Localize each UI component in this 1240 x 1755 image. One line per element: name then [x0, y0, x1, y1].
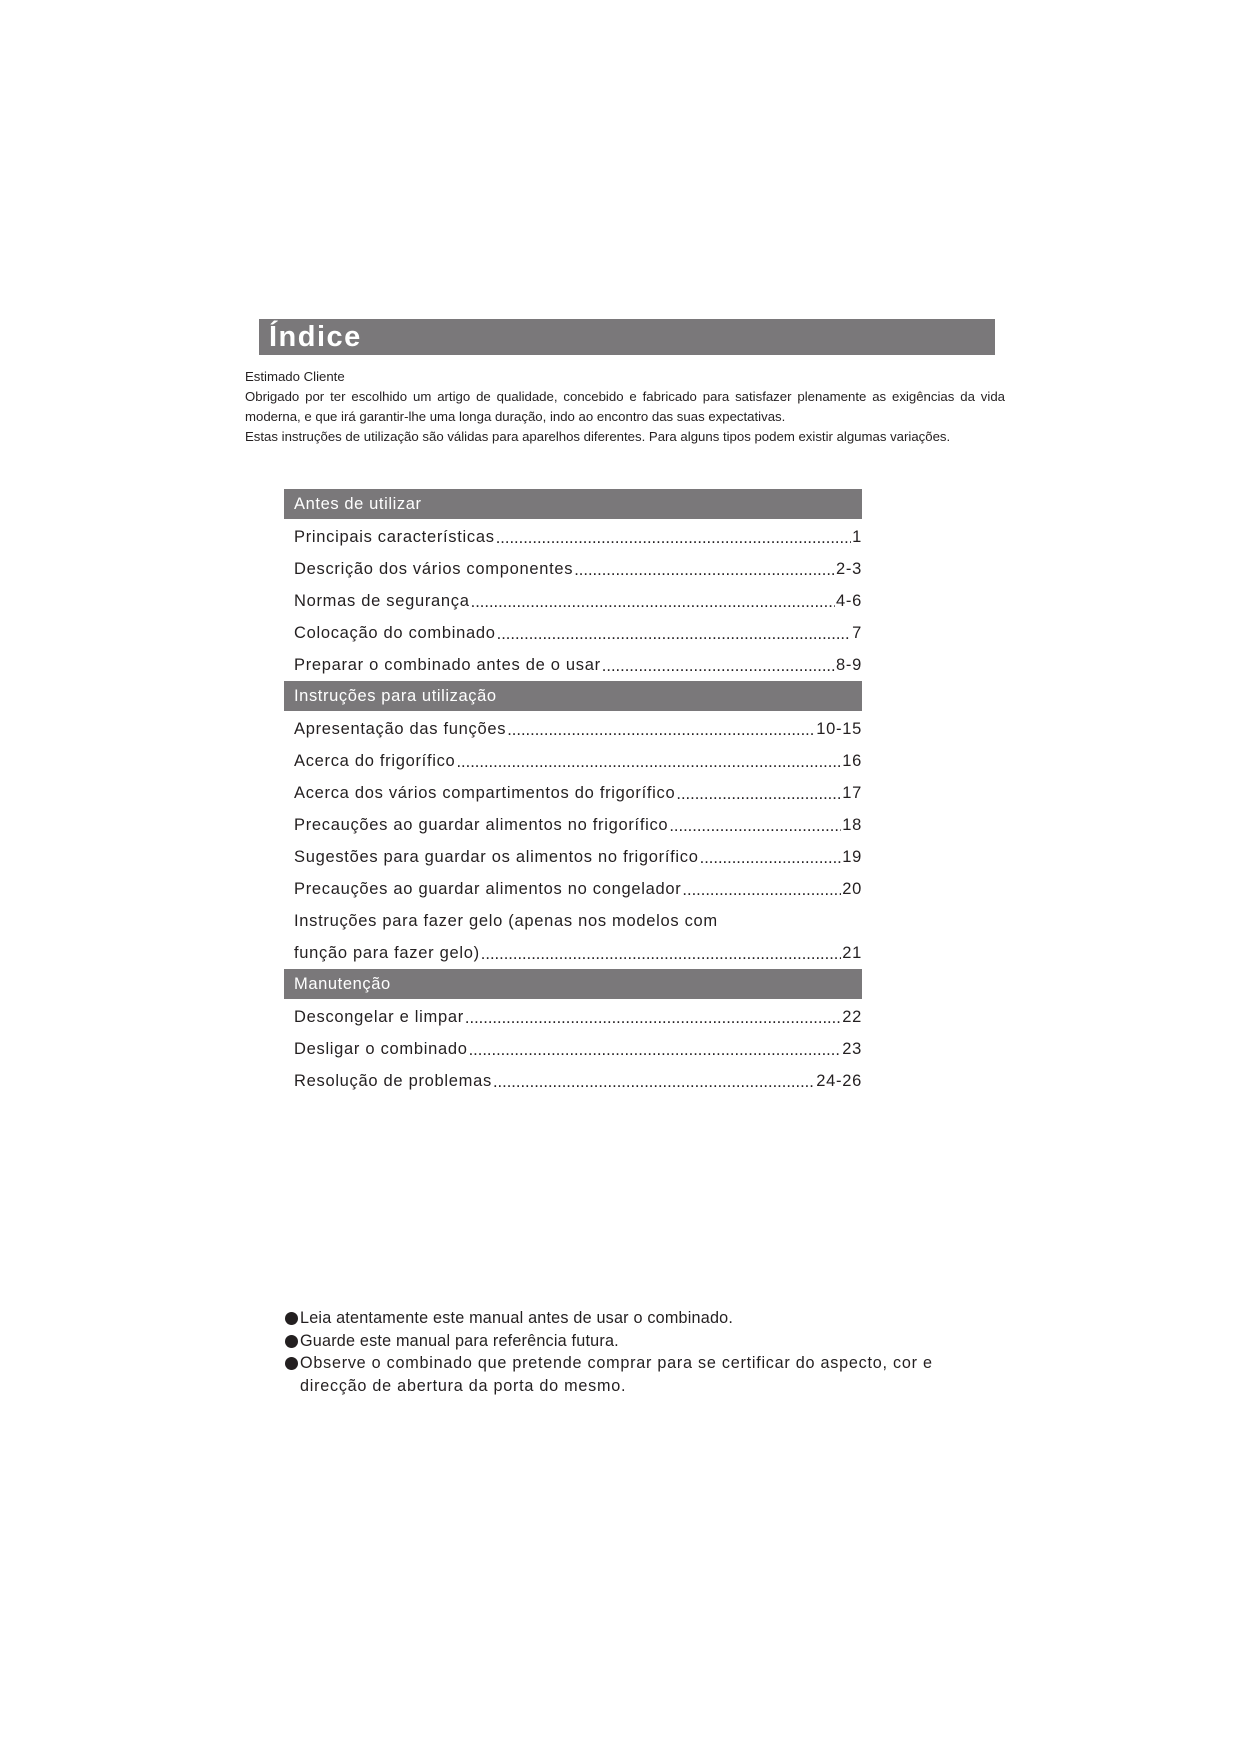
dot-leader: [669, 817, 841, 835]
toc-entry[interactable]: [284, 553, 862, 585]
toc-entry-page: 10-15: [816, 720, 862, 738]
dot-leader: [471, 593, 835, 611]
note-text: Leia atentamente este manual antes de usar o combinado.: [300, 1309, 734, 1327]
intro-text: [245, 367, 1005, 447]
intro-paragraph-2: Estas instruções de utilização são válidas para aparelhos diferentes. Para alguns tipos podem existir algumas variações.: [245, 429, 951, 444]
toc-entry-page: 8-9: [836, 656, 862, 674]
dot-leader: [481, 945, 841, 963]
note-item: [285, 1352, 985, 1397]
toc-entry[interactable]: [284, 649, 862, 681]
toc-entry-page: 23: [842, 1040, 862, 1058]
toc-entry-label: Desligar o combinado: [294, 1040, 468, 1058]
toc-entry-page: 20: [842, 880, 862, 898]
toc-entry-label: Precauções ao guardar alimentos no frigorífico: [294, 816, 669, 834]
toc-entry[interactable]: [284, 521, 862, 553]
intro-paragraph-1: Obrigado por ter escolhido um artigo de qualidade, concebido e fabricado para satisfazer plenamente as exigências da vida moderna, e que irá garantir-lhe uma longa duração, indo ao encontro das suas expectativas.: [245, 389, 1005, 424]
toc-entry[interactable]: [284, 713, 862, 745]
toc-entry-label: Preparar o combinado antes de o usar: [294, 656, 601, 674]
dot-leader: [719, 913, 861, 931]
dot-leader: [465, 1009, 841, 1027]
toc-entry-label: Acerca dos vários compartimentos do frigorífico: [294, 784, 676, 802]
page-title: Índice: [259, 319, 995, 355]
toc-entry[interactable]: [284, 905, 862, 937]
toc-entry-page: 4-6: [836, 592, 862, 610]
dot-leader: [574, 561, 835, 579]
toc-entry-page: 2-3: [836, 560, 862, 578]
toc-entry[interactable]: [284, 1033, 862, 1065]
toc-entry-label: Principais características: [294, 528, 495, 546]
dot-leader: [602, 657, 835, 675]
toc-section-header: Antes de utilizar: [284, 489, 862, 519]
toc-entry[interactable]: [284, 1065, 862, 1097]
intro-greeting: Estimado Cliente: [245, 369, 345, 384]
bullet-icon: [285, 1357, 298, 1370]
toc-entry-page: 21: [842, 944, 862, 962]
dot-leader: [493, 1073, 815, 1091]
toc-entry-page: 19: [842, 848, 862, 866]
toc-entry[interactable]: [284, 809, 862, 841]
toc-entry-label: Descrição dos vários componentes: [294, 560, 574, 578]
toc-entry-page: 16: [842, 752, 862, 770]
toc-entry-label: Sugestões para guardar os alimentos no frigorífico: [294, 848, 699, 866]
toc-section-header: Manutenção: [284, 969, 862, 999]
dot-leader: [469, 1041, 842, 1059]
toc-entry[interactable]: [284, 585, 862, 617]
toc-entry-label: Precauções ao guardar alimentos no congelador: [294, 880, 682, 898]
toc-entry-label: Normas de segurança: [294, 592, 470, 610]
bullet-icon: [285, 1312, 298, 1325]
toc-entry-page: 18: [842, 816, 862, 834]
dot-leader: [507, 721, 815, 739]
notes-list: [285, 1307, 985, 1397]
note-text: Observe o combinado que pretende comprar para se certificar do aspecto, cor e direcção de abertura da porta do mesmo.: [300, 1354, 933, 1395]
dot-leader: [456, 753, 841, 771]
toc-entry-label: função para fazer gelo): [294, 944, 480, 962]
note-item: [285, 1307, 985, 1330]
toc-entry[interactable]: [284, 745, 862, 777]
toc-entry[interactable]: [284, 617, 862, 649]
dot-leader: [676, 785, 841, 803]
dot-leader: [497, 625, 852, 643]
toc-entry[interactable]: [284, 777, 862, 809]
toc-entry-label: Descongelar e limpar: [294, 1008, 464, 1026]
toc-entry[interactable]: [284, 937, 862, 969]
toc-entry-page: 1: [852, 528, 862, 546]
toc-entry-page: 24-26: [816, 1072, 862, 1090]
toc-entry-page: 7: [852, 624, 862, 642]
dot-leader: [700, 849, 842, 867]
toc-entry-label: Instruções para fazer gelo (apenas nos modelos com: [294, 912, 718, 930]
table-of-contents: [284, 489, 862, 1097]
note-text: Guarde este manual para referência futura.: [300, 1331, 619, 1350]
toc-entry[interactable]: [284, 841, 862, 873]
toc-entry-label: Colocação do combinado: [294, 624, 496, 642]
toc-entry-page: 22: [842, 1008, 862, 1026]
toc-entry[interactable]: [284, 1001, 862, 1033]
toc-entry-page: 17: [842, 784, 862, 802]
toc-entry[interactable]: [284, 873, 862, 905]
toc-section-header: Instruções para utilização: [284, 681, 862, 711]
dot-leader: [682, 881, 841, 899]
toc-entry-label: Resolução de problemas: [294, 1072, 492, 1090]
toc-entry-label: Acerca do frigorífico: [294, 752, 456, 770]
toc-entry-label: Apresentação das funções: [294, 720, 507, 738]
dot-leader: [496, 529, 851, 547]
note-item: [285, 1330, 985, 1353]
bullet-icon: [285, 1335, 298, 1348]
